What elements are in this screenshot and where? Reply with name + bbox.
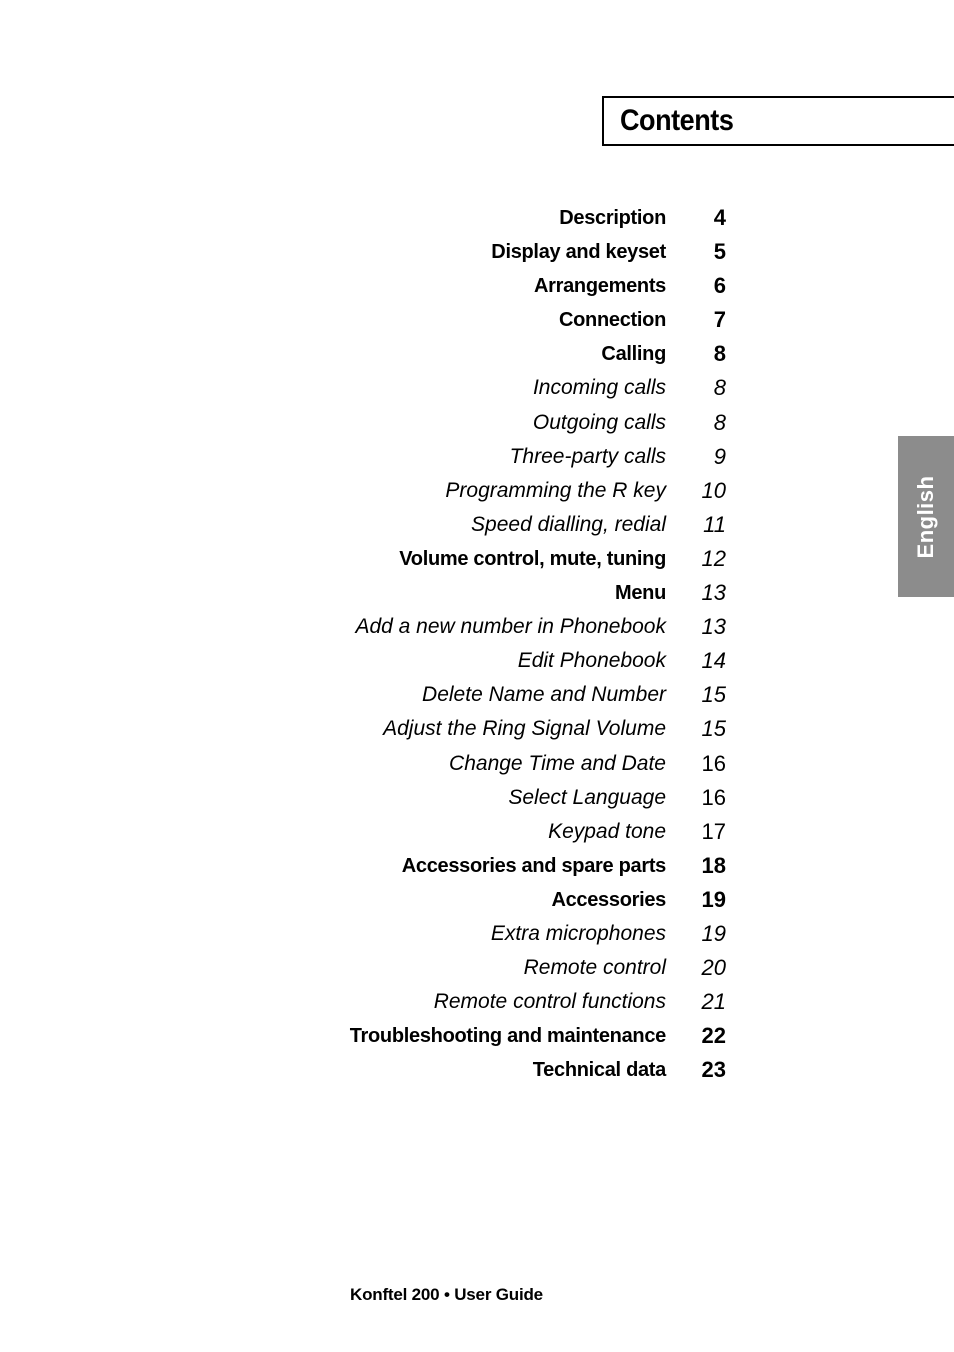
toc-entry-title: Select Language [508, 785, 666, 809]
toc-entry [0, 986, 954, 1020]
toc-entry [0, 713, 954, 747]
toc-entry [0, 338, 954, 372]
toc-entry-page: 22 [701, 1023, 726, 1049]
toc-entry [0, 918, 954, 952]
toc-entry-page: 7 [713, 307, 726, 333]
toc-entry-title: Volume control, mute, tuning [399, 547, 666, 570]
table-of-contents [0, 202, 954, 1088]
toc-entry-page: 5 [713, 239, 726, 265]
toc-entry-page: 14 [701, 648, 726, 674]
toc-entry-page: 12 [701, 545, 726, 571]
toc-entry [0, 1020, 954, 1054]
toc-entry-page: 8 [713, 409, 726, 435]
toc-entry [0, 543, 954, 577]
toc-entry-title: Accessories and spare parts [401, 854, 666, 877]
toc-entry [0, 816, 954, 850]
toc-entry [0, 884, 954, 918]
toc-entry [0, 270, 954, 304]
toc-entry-title: Technical data [532, 1059, 666, 1082]
toc-entry-page: 10 [701, 477, 726, 503]
toc-entry-title: Connection [559, 309, 666, 332]
toc-entry-title: Adjust the Ring Signal Volume [383, 717, 666, 741]
language-tab-label: English [913, 475, 938, 558]
toc-entry-page: 9 [713, 443, 726, 469]
toc-entry-title: Calling [601, 343, 666, 366]
toc-entry-page: 6 [713, 273, 726, 299]
toc-entry-page: 4 [713, 205, 726, 230]
toc-entry-page: 13 [701, 580, 726, 606]
toc-entry-page: 20 [701, 955, 726, 981]
toc-entry [0, 407, 954, 441]
toc-entry-page: 17 [701, 818, 726, 844]
toc-entry-page: 19 [701, 920, 726, 946]
toc-entry-page: 21 [701, 989, 726, 1015]
toc-entry-page: 19 [701, 886, 726, 912]
toc-entry-title: Edit Phonebook [517, 649, 666, 673]
toc-entry [0, 304, 954, 338]
toc-entry-title: Remote control [523, 956, 666, 980]
toc-entry [0, 372, 954, 406]
toc-entry-title: Arrangements [534, 275, 666, 298]
toc-entry [0, 1054, 954, 1088]
toc-entry [0, 782, 954, 816]
page-footer: Konftel 200 • User Guide [350, 1285, 543, 1304]
toc-entry-page: 8 [713, 341, 726, 367]
toc-entry-title: Display and keyset [491, 241, 666, 264]
toc-entry [0, 952, 954, 986]
toc-entry-title: Troubleshooting and maintenance [349, 1025, 666, 1048]
toc-entry-page: 23 [701, 1057, 726, 1083]
toc-entry [0, 850, 954, 884]
toc-entry [0, 441, 954, 475]
language-tab [898, 436, 954, 597]
toc-entry-title: Speed dialling, redial [471, 512, 666, 536]
toc-entry [0, 748, 954, 782]
toc-entry-title: Menu [614, 582, 666, 605]
toc-entry [0, 611, 954, 645]
toc-entry [0, 509, 954, 543]
toc-entry [0, 679, 954, 713]
toc-entry-title: Keypad tone [548, 819, 666, 843]
toc-entry-title: Add a new number in Phonebook [355, 615, 666, 639]
toc-entry-title: Description [559, 207, 666, 229]
toc-entry-page: 18 [701, 852, 726, 878]
toc-entry-page: 8 [713, 375, 726, 401]
toc-entry-page: 11 [703, 511, 726, 537]
toc-entry [0, 202, 954, 236]
toc-entry [0, 236, 954, 270]
toc-entry-title: Remote control functions [433, 990, 666, 1014]
toc-entry-title: Three-party calls [509, 444, 666, 468]
toc-entry [0, 577, 954, 611]
toc-entry-title: Extra microphones [490, 921, 666, 945]
toc-entry-title: Outgoing calls [532, 410, 666, 434]
toc-entry [0, 645, 954, 679]
toc-entry-title: Delete Name and Number [422, 683, 666, 707]
toc-entry-page: 16 [701, 750, 726, 776]
toc-entry-page: 16 [701, 784, 726, 810]
toc-entry-title: Incoming calls [532, 376, 666, 400]
toc-entry [0, 475, 954, 509]
toc-entry-page: 15 [701, 716, 726, 742]
toc-entry-title: Accessories [551, 888, 666, 911]
contents-heading-box [602, 96, 954, 146]
toc-entry-title: Programming the R key [445, 478, 666, 502]
page-title: Contents [620, 104, 734, 137]
toc-entry-title: Change Time and Date [449, 751, 666, 775]
toc-entry-page: 15 [701, 682, 726, 708]
toc-entry-page: 13 [701, 614, 726, 640]
